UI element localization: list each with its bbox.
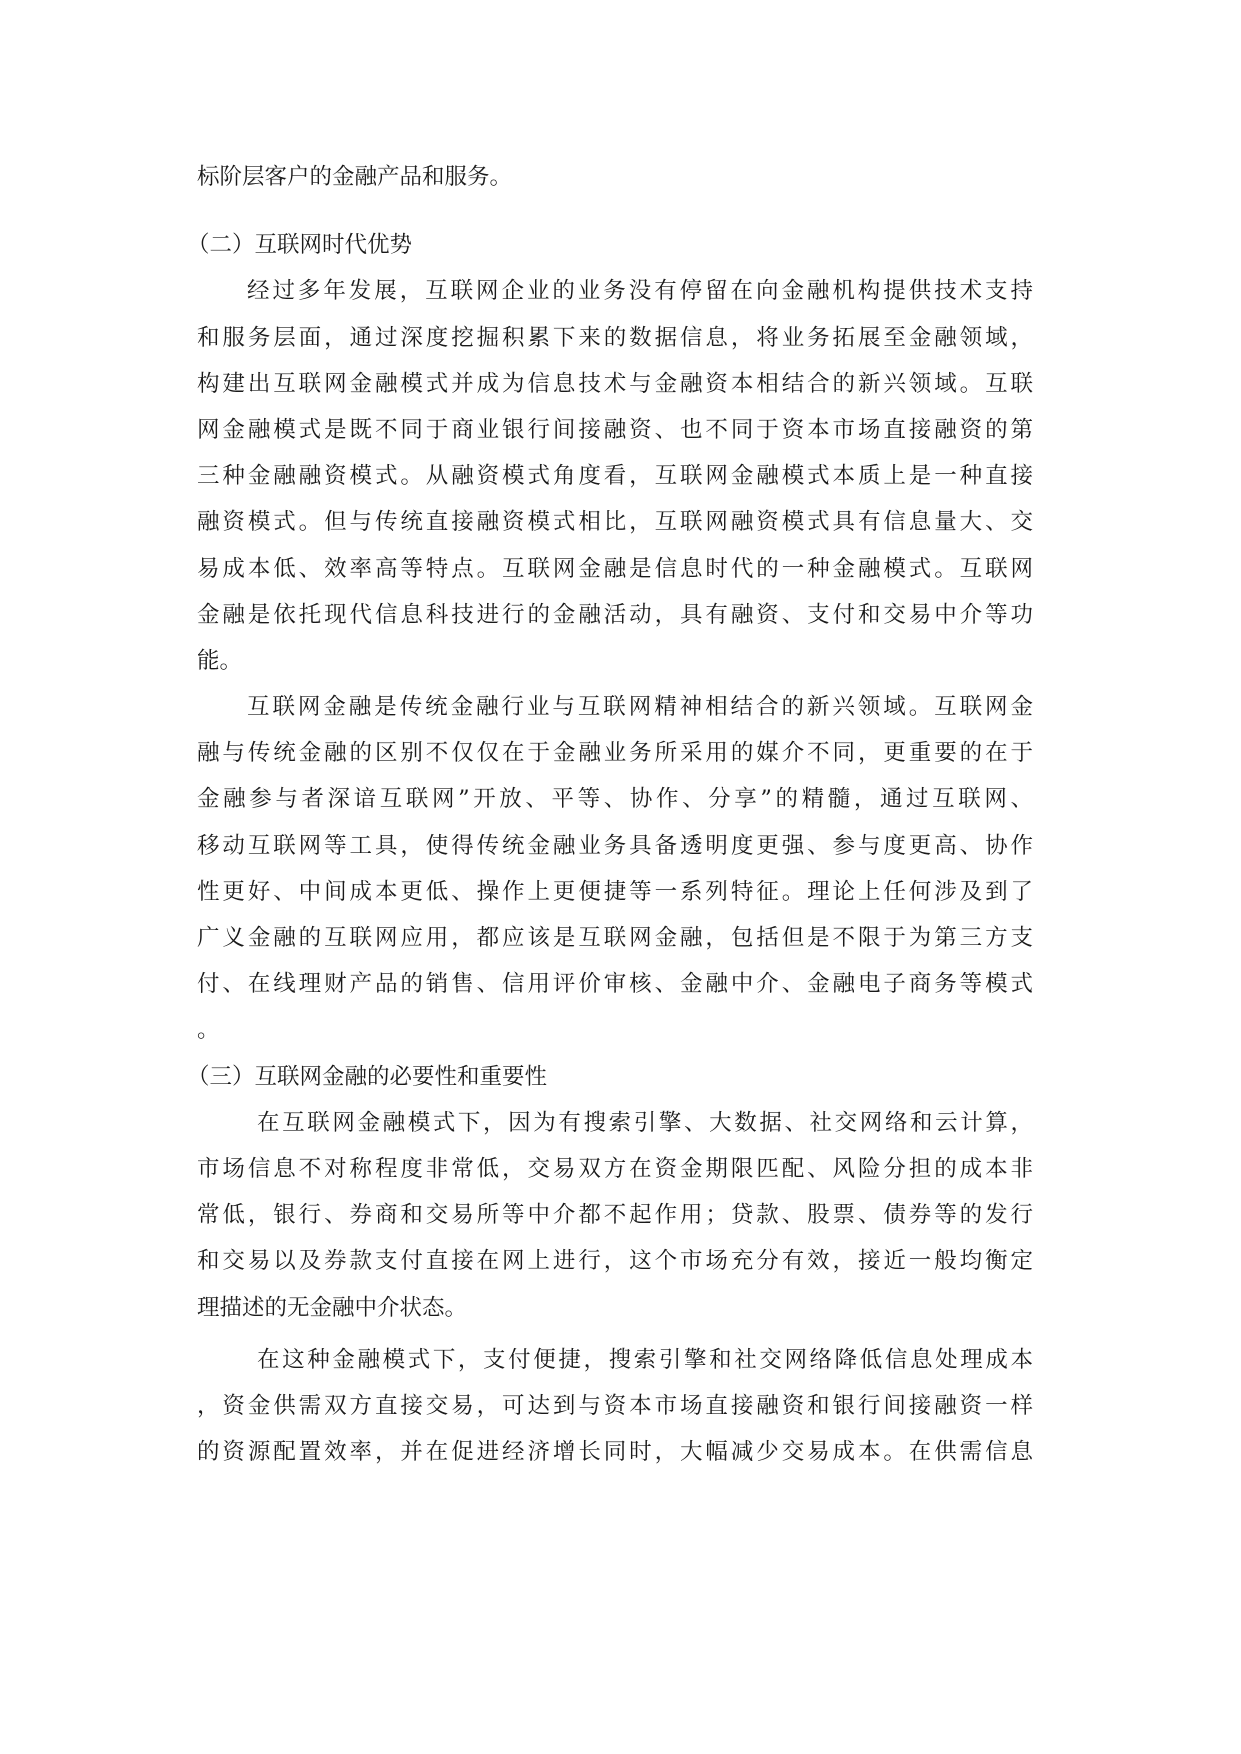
body-line: 构建出互联网金融模式并成为信息技术与金融资本相结合的新兴领域。互联 — [197, 370, 1033, 397]
body-line: ，资金供需双方直接交易，可达到与资本市场直接融资和银行间接融资一样 — [197, 1392, 1033, 1419]
body-line: 常低，银行、券商和交易所等中介都不起作用；贷款、股票、债券等的发行 — [197, 1202, 1033, 1229]
paragraph — [197, 268, 1033, 684]
document-body — [187, 154, 1033, 1475]
body-line: 的资源配置效率，并在促进经济增长同时，大幅减少交易成本。在供需信息 — [197, 1439, 1033, 1466]
body-line: 和交易以及券款支付直接在网上进行，这个市场充分有效，接近一般均衡定 — [197, 1248, 1033, 1275]
body-line: 性更好、中间成本更低、操作上更便捷等一系列特征。理论上任何涉及到了 — [197, 878, 1033, 905]
body-line: 在互联网金融模式下，因为有搜索引擎、大数据、社交网络和云计算， — [257, 1109, 1033, 1136]
body-line: 经过多年发展，互联网企业的业务没有停留在向金融机构提供技术支持 — [247, 278, 1033, 305]
body-line: 融资模式。但与传统直接融资模式相比，互联网融资模式具有信息量大、交 — [197, 509, 1033, 536]
body-line: 移动互联网等工具，使得传统金融业务具备透明度更强、参与度更高、协作 — [197, 832, 1033, 859]
body-line: 能。 — [197, 647, 243, 674]
body-line: 在这种金融模式下，支付便捷，搜索引擎和社交网络降低信息处理成本 — [257, 1346, 1033, 1373]
body-line: 三种金融融资模式。从融资模式角度看，互联网金融模式本质上是一种直接 — [197, 463, 1033, 490]
body-line: 金融参与者深谙互联网”开放、平等、协作、分享”的精髓，通过互联网、 — [197, 786, 1033, 813]
body-line: 和服务层面，通过深度挖掘积累下来的数据信息，将业务拓展至金融领域， — [197, 324, 1033, 351]
body-line: 网金融模式是既不同于商业银行间接融资、也不同于资本市场直接融资的第 — [197, 416, 1033, 443]
section-heading: （三）互联网金融的必要性和重要性 — [187, 1063, 548, 1090]
paragraph — [197, 684, 1033, 1054]
body-line: 金融是依托现代信息科技进行的金融活动，具有融资、支付和交易中介等功 — [197, 601, 1033, 628]
body-line: 理描述的无金融中介状态。 — [197, 1294, 468, 1321]
body-line: 广义金融的互联网应用，都应该是互联网金融，包括但是不限于为第三方支 — [197, 925, 1033, 951]
paragraph — [197, 1337, 1033, 1476]
body-line: 付、在线理财产品的销售、信用评价审核、金融中介、金融电子商务等模式 — [197, 971, 1033, 998]
body-line: 标阶层客户的金融产品和服务。 — [197, 164, 513, 190]
body-line: 。 — [197, 1017, 220, 1044]
body-line: 易成本低、效率高等特点。互联网金融是信息时代的一种金融模式。互联网 — [197, 555, 1033, 582]
section-heading: （二）互联网时代优势 — [187, 232, 413, 259]
paragraph — [197, 1100, 1033, 1331]
body-line: 融与传统金融的区别不仅仅在于金融业务所采用的媒介不同，更重要的在于 — [197, 740, 1033, 767]
body-line: 市场信息不对称程度非常低，交易双方在资金期限匹配、风险分担的成本非 — [197, 1155, 1033, 1182]
body-line: 互联网金融是传统金融行业与互联网精神相结合的新兴领域。互联网金 — [247, 694, 1033, 721]
